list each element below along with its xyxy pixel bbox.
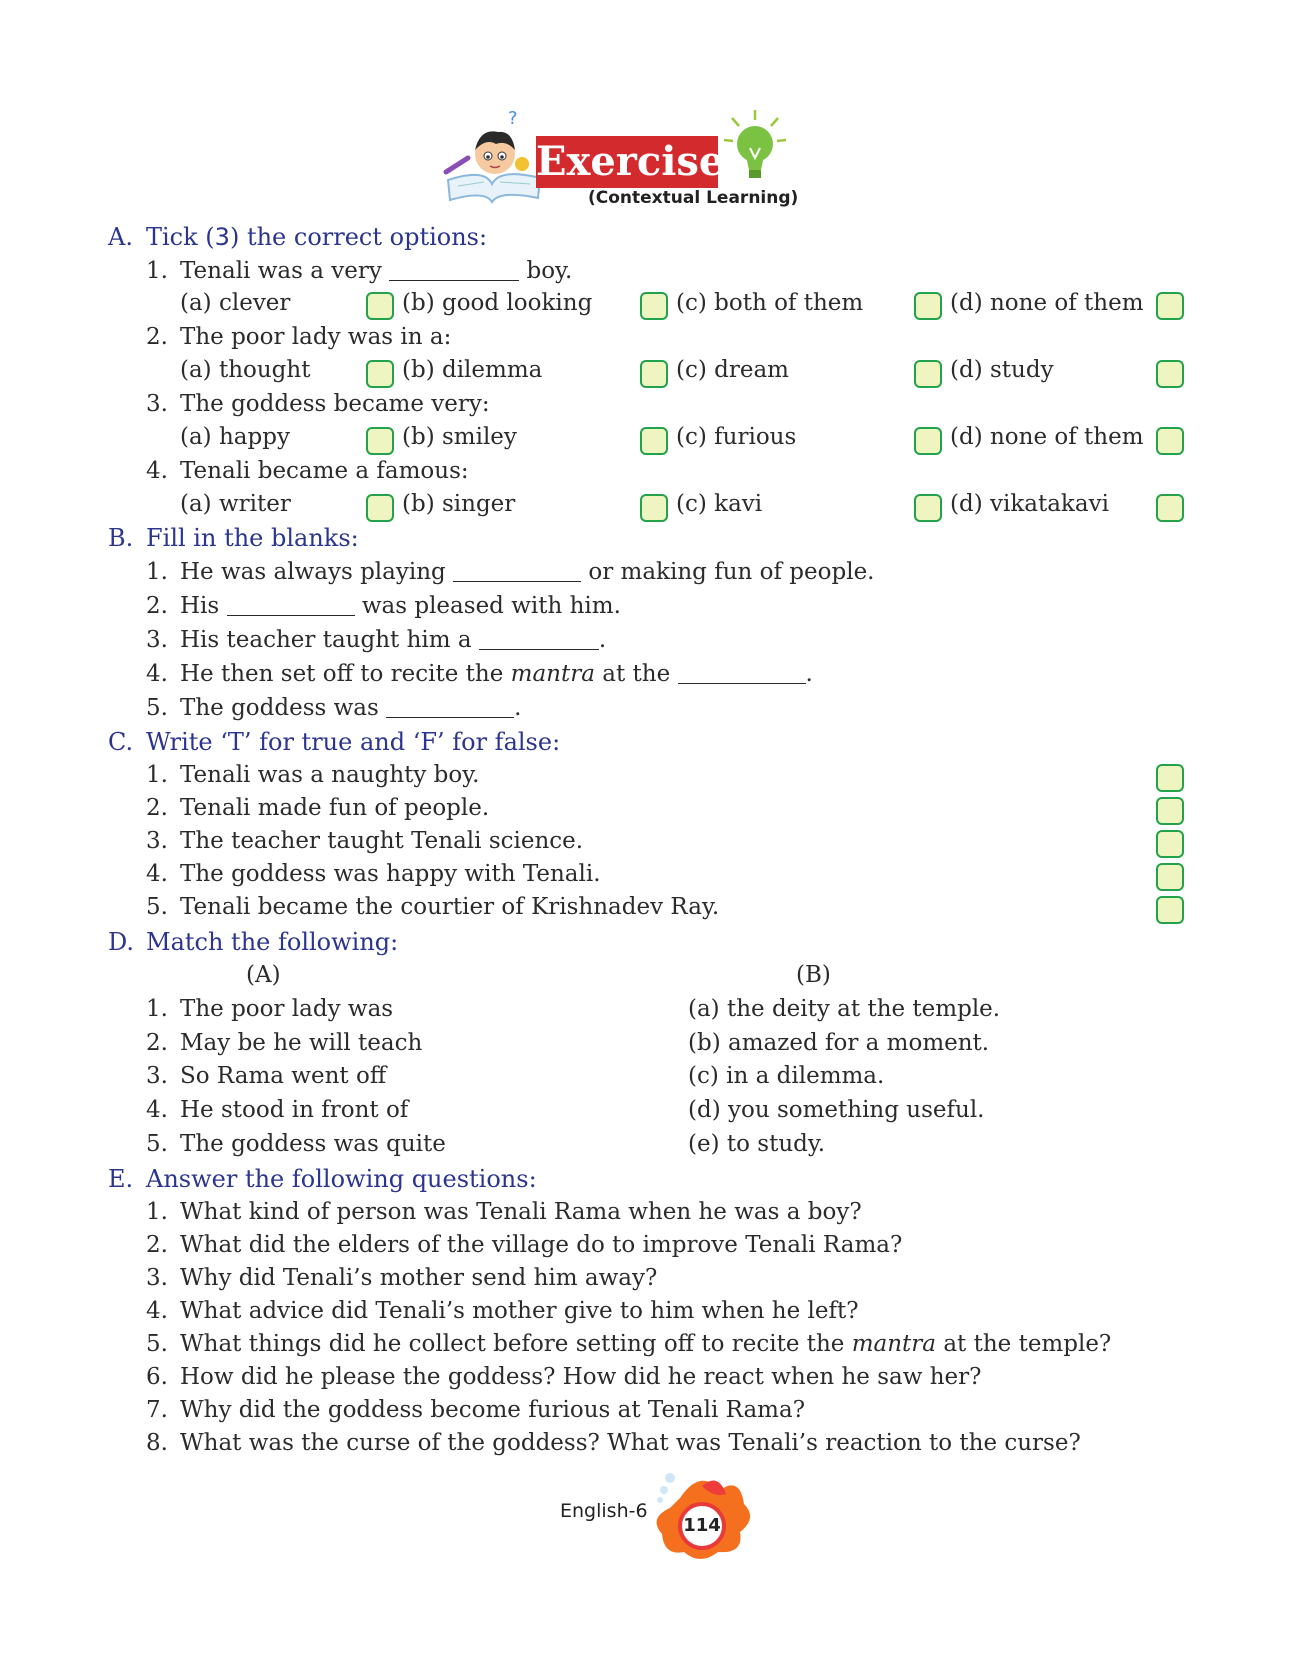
item-text: The poor lady was <box>180 996 394 1022</box>
item-number: 3. <box>146 627 168 653</box>
fill-blank[interactable] <box>479 626 599 650</box>
option-a4-d: (d) vikatakavi <box>950 491 1109 517</box>
option-a4-c: (c) kavi <box>676 491 763 517</box>
match-right-d: (d) you something useful. <box>688 1097 985 1123</box>
fill-blank[interactable] <box>678 660 806 684</box>
item-text-italic: mantra <box>851 1331 937 1357</box>
item-number: 1. <box>146 762 168 788</box>
section-letter: C. <box>108 728 134 756</box>
section-letter: B. <box>108 524 134 552</box>
section-b-heading <box>108 524 359 552</box>
section-a-heading <box>108 223 487 251</box>
option-a2-c: (c) dream <box>676 357 789 383</box>
item-text: The goddess was happy with Tenali. <box>180 861 601 887</box>
fill-blank[interactable] <box>389 257 519 281</box>
item-number: 4. <box>146 661 168 687</box>
item-text: What did the elders of the village do to improve Tenali Rama? <box>180 1232 903 1258</box>
item-text: May be he will teach <box>180 1030 423 1056</box>
section-letter: E. <box>108 1165 134 1193</box>
tick-box[interactable] <box>1156 360 1184 388</box>
blank-item-b3 <box>146 626 606 653</box>
answer-box[interactable] <box>1156 863 1184 891</box>
tf-item-c5 <box>146 894 719 920</box>
fill-blank[interactable] <box>453 558 581 582</box>
section-title: Write ‘T’ for true and ‘F’ for false: <box>146 728 561 756</box>
item-number: 1. <box>146 559 168 585</box>
option-a2-b: (b) dilemma <box>402 357 543 383</box>
section-letter: A. <box>108 223 133 251</box>
blank-item-b4 <box>146 660 813 687</box>
item-number: 2. <box>146 1232 168 1258</box>
answer-box[interactable] <box>1156 764 1184 792</box>
match-left-4 <box>146 1097 408 1123</box>
item-number: 5. <box>146 695 168 721</box>
boy-reading-illustration <box>440 110 550 206</box>
tick-box[interactable] <box>640 360 668 388</box>
tf-item-c1 <box>146 762 480 788</box>
blank-item-b5 <box>146 694 521 721</box>
tick-box[interactable] <box>640 427 668 455</box>
tick-box[interactable] <box>914 427 942 455</box>
svg-text:?: ? <box>508 110 518 129</box>
item-text-end: . <box>805 661 813 687</box>
answer-box[interactable] <box>1156 830 1184 858</box>
item-text: So Rama went off <box>180 1063 387 1089</box>
item-text: What kind of person was Tenali Rama when he was a boy? <box>180 1199 862 1225</box>
footer-book-label: English-6 <box>560 1500 648 1522</box>
section-title: Fill in the blanks: <box>146 524 359 552</box>
option-a1-d: (d) none of them <box>950 290 1144 316</box>
tick-box[interactable] <box>366 494 394 522</box>
question-text: Tenali was a very <box>180 258 382 284</box>
question-a2 <box>146 324 451 350</box>
item-number: 4. <box>146 861 168 887</box>
option-a1-a: (a) clever <box>180 290 291 316</box>
section-c-heading <box>108 728 560 756</box>
question-e7 <box>146 1397 805 1423</box>
item-number: 3. <box>146 1063 168 1089</box>
item-number: 2. <box>146 795 168 821</box>
item-text: What was the curse of the goddess? What was Tenali’s reaction to the curse? <box>180 1430 1081 1456</box>
item-text: His teacher taught him a <box>180 627 472 653</box>
item-number: 1. <box>146 996 168 1022</box>
tick-symbol: 3 <box>214 223 230 251</box>
question-number: 4. <box>146 458 168 484</box>
answer-box[interactable] <box>1156 797 1184 825</box>
item-text: Tenali made fun of people. <box>180 795 490 821</box>
option-a3-b: (b) smiley <box>402 424 517 450</box>
item-number: 7. <box>146 1397 168 1423</box>
item-number: 3. <box>146 1265 168 1291</box>
tf-item-c3 <box>146 828 583 854</box>
option-a4-b: (b) singer <box>402 491 516 517</box>
question-text: The goddess became very: <box>180 391 490 417</box>
tf-item-c4 <box>146 861 601 887</box>
question-e5 <box>146 1331 1111 1357</box>
blank-item-b1 <box>146 558 875 585</box>
item-text: He stood in front of <box>180 1097 409 1123</box>
question-e6 <box>146 1364 981 1390</box>
tick-box[interactable] <box>366 292 394 320</box>
column-b-header: (B) <box>796 962 831 988</box>
tick-box[interactable] <box>1156 292 1184 320</box>
match-left-2 <box>146 1030 422 1056</box>
section-e-heading <box>108 1165 537 1193</box>
match-right-e: (e) to study. <box>688 1131 826 1157</box>
item-text-end: was pleased with him. <box>361 593 621 619</box>
banner-title: Exercise <box>536 138 725 185</box>
item-number: 1. <box>146 1199 168 1225</box>
item-number: 8. <box>146 1430 168 1456</box>
section-d-heading <box>108 928 398 956</box>
item-number: 6. <box>146 1364 168 1390</box>
item-number: 5. <box>146 894 168 920</box>
question-a3 <box>146 391 490 417</box>
item-text-end: . <box>514 695 522 721</box>
item-text: Tenali became the courtier of Krishnadev Ray. <box>180 894 720 920</box>
tick-box[interactable] <box>1156 494 1184 522</box>
option-a2-d: (d) study <box>950 357 1054 383</box>
question-e4 <box>146 1298 859 1324</box>
question-number: 2. <box>146 324 168 350</box>
page-number: 114 <box>683 1515 721 1536</box>
match-right-a: (a) the deity at the temple. <box>688 996 1001 1022</box>
option-a3-c: (c) furious <box>676 424 797 450</box>
item-text-end: or making fun of people. <box>588 559 875 585</box>
match-right-b: (b) amazed for a moment. <box>688 1030 990 1056</box>
option-a3-d: (d) none of them <box>950 424 1144 450</box>
question-e8 <box>146 1430 1081 1456</box>
item-text: How did he please the goddess? How did he react when he saw her? <box>180 1364 982 1390</box>
item-text: He then set off to recite the <box>180 661 504 687</box>
item-number: 2. <box>146 1030 168 1056</box>
fill-blank[interactable] <box>386 694 514 718</box>
tick-box[interactable] <box>640 292 668 320</box>
tick-box[interactable] <box>366 427 394 455</box>
question-number: 3. <box>146 391 168 417</box>
column-a-header: (A) <box>246 962 281 988</box>
question-e1 <box>146 1199 862 1225</box>
banner-subtitle: (Contextual Learning) <box>588 188 799 208</box>
option-a1-b: (b) good looking <box>402 290 593 316</box>
section-title: Match the following: <box>146 928 399 956</box>
tick-box[interactable] <box>1156 427 1184 455</box>
question-text: The poor lady was in a: <box>180 324 452 350</box>
section-letter: D. <box>108 928 135 956</box>
section-title: Answer the following questions: <box>146 1165 537 1193</box>
item-text: The goddess was quite <box>180 1131 446 1157</box>
question-text-end: boy. <box>526 258 573 284</box>
question-number: 1. <box>146 258 168 284</box>
option-a2-a: (a) thought <box>180 357 311 383</box>
tick-box[interactable] <box>914 360 942 388</box>
light-bulb-icon <box>722 108 788 194</box>
option-a1-c: (c) both of them <box>676 290 864 316</box>
option-a3-a: (a) happy <box>180 424 290 450</box>
item-text-end: at the temple? <box>943 1331 1112 1357</box>
option-a4-a: (a) writer <box>180 491 291 517</box>
item-number: 4. <box>146 1298 168 1324</box>
tick-box[interactable] <box>640 494 668 522</box>
question-a1 <box>146 257 572 284</box>
question-e3 <box>146 1265 657 1291</box>
item-number: 3. <box>146 828 168 854</box>
section-title-post: ) the correct options: <box>229 223 488 251</box>
question-e2 <box>146 1232 902 1258</box>
blank-item-b2 <box>146 592 621 619</box>
item-text: What advice did Tenali’s mother give to him when he left? <box>180 1298 859 1324</box>
section-title-pre: Tick ( <box>146 223 215 251</box>
item-number: 4. <box>146 1097 168 1123</box>
item-text: Why did the goddess become furious at Tenali Rama? <box>180 1397 806 1423</box>
item-text-mid: at the <box>602 661 671 687</box>
item-text: Why did Tenali’s mother send him away? <box>180 1265 658 1291</box>
tick-box[interactable] <box>914 292 942 320</box>
item-text: He was always playing <box>180 559 446 585</box>
item-text: Tenali was a naughty boy. <box>180 762 480 788</box>
question-a4 <box>146 458 469 484</box>
item-text: The goddess was <box>180 695 379 721</box>
question-text: Tenali became a famous: <box>180 458 469 484</box>
tf-item-c2 <box>146 795 489 821</box>
item-number: 5. <box>146 1131 168 1157</box>
tick-box[interactable] <box>914 494 942 522</box>
match-left-5 <box>146 1131 446 1157</box>
fill-blank[interactable] <box>227 592 355 616</box>
match-left-3 <box>146 1063 386 1089</box>
item-number: 2. <box>146 593 168 619</box>
tick-box[interactable] <box>366 360 394 388</box>
item-text: The teacher taught Tenali science. <box>180 828 584 854</box>
item-text: His <box>180 593 220 619</box>
item-number: 5. <box>146 1331 168 1357</box>
item-text-end: . <box>598 627 607 653</box>
answer-box[interactable] <box>1156 896 1184 924</box>
item-text-italic: mantra <box>510 661 595 687</box>
exercise-banner <box>440 108 800 218</box>
item-text: What things did he collect before setting off to recite the <box>180 1331 845 1357</box>
match-left-1 <box>146 996 393 1022</box>
match-right-c: (c) in a dilemma. <box>688 1063 885 1089</box>
